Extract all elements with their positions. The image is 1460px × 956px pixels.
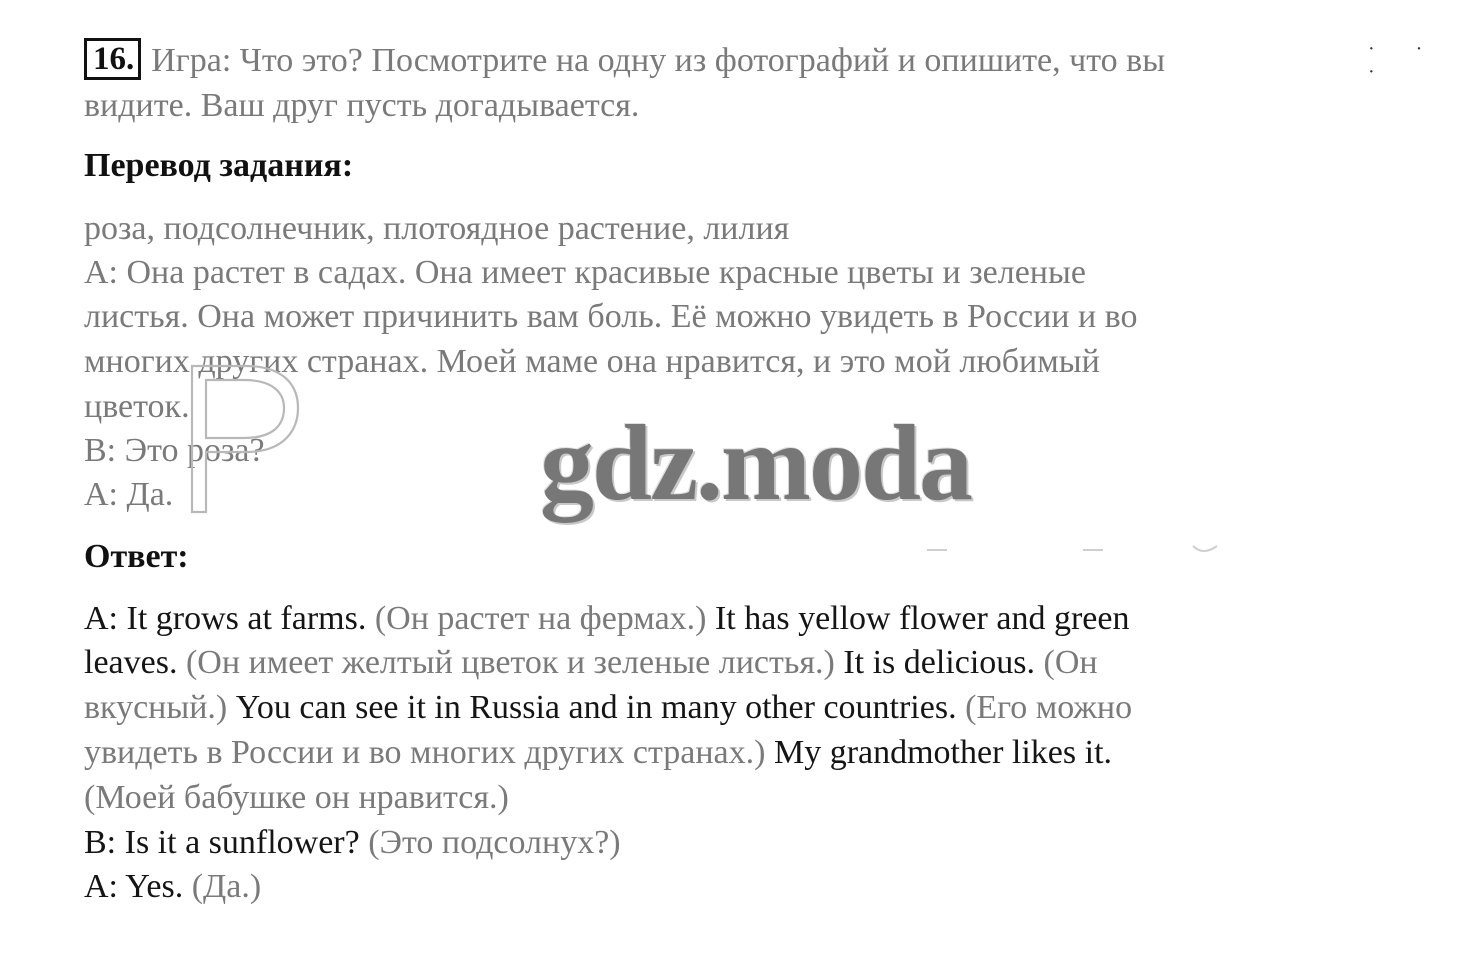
answer-line-2: [84, 641, 1098, 685]
answer-russian: (Он имеет желтый цветок и зеленые листья.): [185, 644, 835, 681]
translation-line: В: Это роза?: [84, 432, 265, 469]
answer-line-5: [84, 776, 509, 820]
answer-english: B: Is it a sunflower?: [84, 824, 360, 861]
answer-english: It is delicious.: [843, 644, 1036, 681]
answer-russian: (Он: [1043, 644, 1098, 681]
answer-english: It has yellow flower and green: [714, 600, 1130, 637]
answer-russian: (Да.): [191, 868, 262, 905]
answer-line-4: [84, 731, 1112, 775]
watermark-gdz-moda: gdz.moda: [540, 404, 972, 523]
translation-line: А: Она растет в садах. Она имеет красивые красные цветы и зеленые: [84, 254, 1086, 291]
answer-russian: увидеть в России и во многих других странах.): [84, 734, 766, 771]
translation-line: цветок.: [84, 388, 190, 425]
answer-line-1: [84, 597, 1129, 641]
answer-russian: (Моей бабушке он нравится.): [84, 779, 509, 816]
answer-english: You can see it in Russia and in many other countries.: [235, 689, 957, 726]
task-title-line-1: [84, 38, 1165, 83]
translation-heading: Перевод задания:: [84, 147, 354, 184]
task-title-text: Игра: Что это? Посмотрите на одну из фотографий и опишите, что вы: [151, 42, 1166, 79]
answer-english: leaves.: [84, 644, 178, 681]
answer-english: My grandmother likes it.: [773, 734, 1113, 771]
translation-line: многих других странах. Моей маме она нравится, и это мой любимый: [84, 343, 1100, 380]
answer-english: A: It grows at farms.: [84, 600, 367, 637]
answer-heading: Ответ:: [84, 538, 189, 575]
answer-russian: (Его можно: [965, 689, 1133, 726]
translation-line: роза, подсолнечник, плотоядное растение, лилия: [84, 210, 790, 247]
translation-line: А: Да.: [84, 476, 174, 513]
task-title-line-2: видите. Ваш друг пусть догадывается.: [84, 87, 640, 124]
faint-marks: [925, 540, 1225, 560]
translation-line: листья. Она может причинить вам боль. Её можно увидеть в России и во: [84, 298, 1138, 335]
answer-russian: (Он растет на фермах.): [374, 600, 707, 637]
answer-line-3: [84, 686, 1132, 730]
answer-russian: (Это подсолнух?): [368, 824, 621, 861]
corner-marks: · · ·: [1368, 38, 1441, 83]
answer-english: A: Yes.: [84, 868, 184, 905]
watermark-p-logo: [186, 362, 306, 522]
answer-russian: вкусный.): [84, 689, 228, 726]
answer-line-6: [84, 821, 621, 865]
task-number-badge: 16.: [84, 38, 141, 80]
answer-line-7: [84, 865, 261, 909]
